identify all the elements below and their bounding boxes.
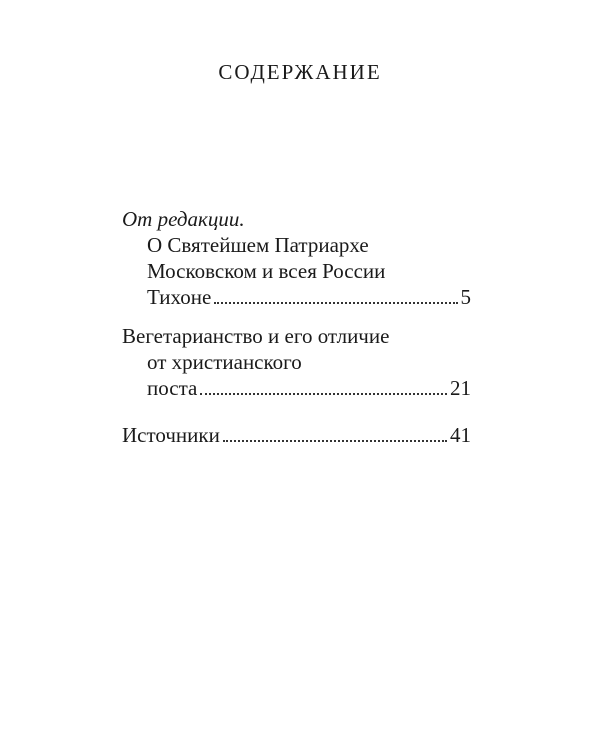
toc-entry-sources[interactable] xyxy=(122,422,471,448)
page-number: 41 xyxy=(450,423,471,447)
toc-entry-title-end: Тихоне xyxy=(147,285,212,309)
toc-entry-vegetarianism[interactable] xyxy=(147,375,471,401)
page-number: 5 xyxy=(460,285,471,309)
dot-leader xyxy=(200,393,447,395)
dot-leader xyxy=(223,440,447,442)
toc-entry-line: от христианского xyxy=(147,350,302,374)
toc-entry-line: О Святейшем Патриархе xyxy=(147,233,369,257)
toc-entry-tikhon[interactable] xyxy=(147,284,471,310)
dot-leader xyxy=(214,302,457,304)
toc-entry-title: Источники xyxy=(122,423,220,447)
toc-entry-title-end: поста xyxy=(147,376,198,400)
editorial-label: От редакции. xyxy=(122,207,245,231)
page-title: СОДЕРЖАНИЕ xyxy=(218,60,382,84)
page-number: 21 xyxy=(450,376,471,400)
toc-entry-line: Вегетарианство и его отличие xyxy=(122,324,390,348)
toc-entry-line: Московском и всея России xyxy=(147,259,386,283)
